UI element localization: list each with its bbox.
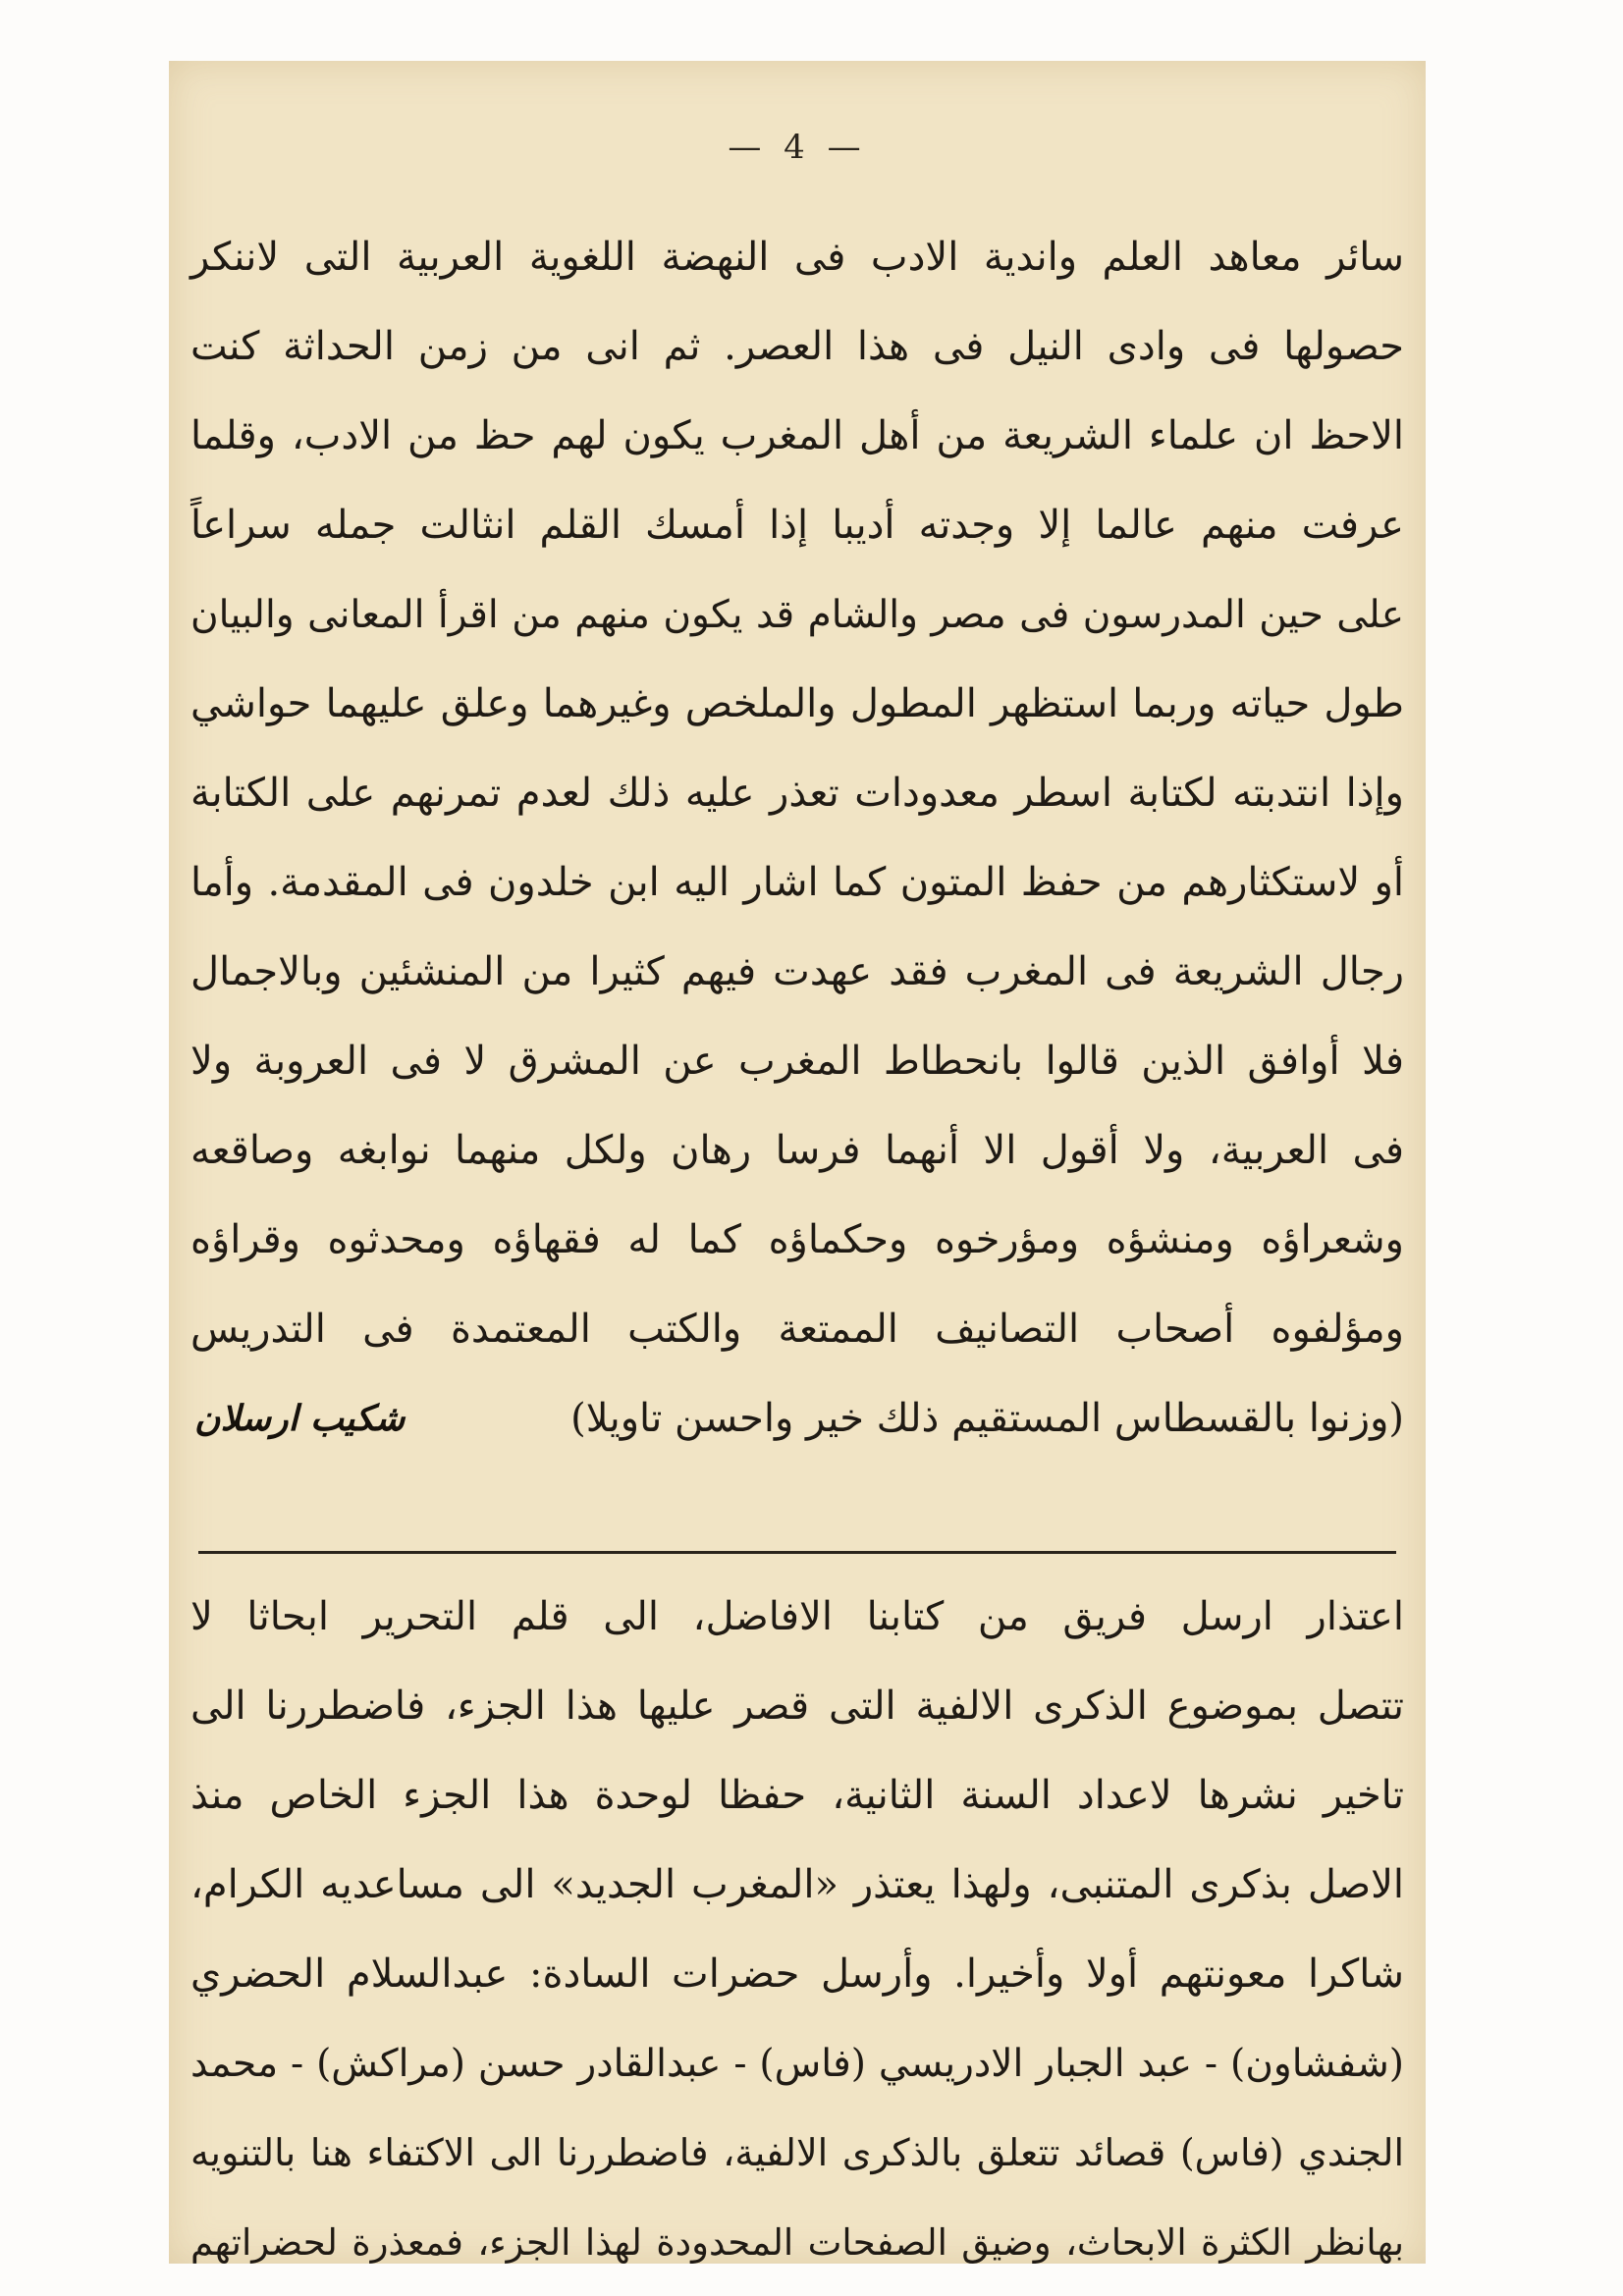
body-line: الاحظ ان علماء الشريعة من أهل المغرب يكون لهم حظ من الادب، وقلما — [190, 413, 1404, 458]
body-line: سائر معاهد العلم واندية الادب فى النهضة اللغوية العربية التى لاننكر — [190, 235, 1404, 280]
body-line: طول حياته وربما استظهر المطول والملخص وغيرهما وعلق عليهما حواشي — [190, 681, 1404, 726]
body-line: رجال الشريعة فى المغرب فقد عهدت فيهم كثيرا من المنشئين وبالاجمال — [190, 949, 1404, 994]
apology-notice — [190, 1573, 1404, 2287]
apology-line: الاصل بذكرى المتنبى، ولهذا يعتذر «المغرب الجديد» الى مساعديه الكرام، — [190, 1862, 1405, 1907]
scanned-page — [169, 61, 1426, 2264]
body-line: ومؤلفوه أصحاب التصانيف الممتعة والكتب المعتمدة فى التدريس — [190, 1307, 1404, 1352]
apology-line: اعتذار ارسل فريق من كتابنا الافاضل، الى قلم التحرير ابحاثا لا — [190, 1594, 1404, 1639]
body-line: فى العربية، ولا أقول الا أنهما فرسا رهان ولكل منهما نوابغه وصاقعه — [190, 1128, 1404, 1173]
apology-line: بهانظر الكثرة الابحاث، وضيق الصفحات المحدودة لهذا الجزء، فمعذرة لحضراتهم — [190, 2221, 1404, 2264]
closing-quote: (وزنوا بالقسطاس المستقيم ذلك خير واحسن تاويلا) — [570, 1396, 1404, 1441]
body-line: أو لاستكثارهم من حفظ المتون كما اشار اليه ابن خلدون فى المقدمة. وأما — [190, 860, 1404, 905]
page-number: — 4 — — [728, 128, 867, 167]
article-body — [190, 213, 1404, 1464]
body-line: فلا أوافق الذين قالوا بانحطاط المغرب عن المشرق لا فى العروبة ولا — [190, 1039, 1404, 1084]
apology-line: الجندي (فاس) قصائد تتعلق بالذكرى الالفية، فاضطررنا الى الاكتفاء هنا بالتنويه — [190, 2131, 1404, 2174]
apology-line: شاكرا معونتهم أولا وأخيرا. وأرسل حضرات السادة: عبدالسلام الحضري — [190, 1951, 1404, 1997]
body-line: وإذا انتدبته لكتابة اسطر معدودات تعذر عليه ذلك لعدم تمرنهم على الكتابة — [190, 771, 1404, 816]
apology-line: تاخير نشرها لاعداد السنة الثانية، حفظا لوحدة هذا الجزء الخاص منذ — [190, 1773, 1404, 1818]
body-line: وشعراؤه ومنشؤه ومؤرخوه وحكماؤه كما له فقهاؤه ومحدثوه وقراؤه — [190, 1217, 1404, 1262]
author-signature: شكيب ارسلان — [194, 1398, 406, 1439]
apology-line: تتصل بموضوع الذكرى الالفية التى قصر عليها هذا الجزء، فاضطررنا الى — [190, 1683, 1404, 1729]
body-line: على حين المدرسون فى مصر والشام قد يكون منهم من اقرأ المعانى والبيان — [190, 593, 1404, 637]
closing-line — [190, 1374, 1404, 1464]
body-line: عرفت منهم عالما إلا وجدته أديبا إذا أمسك القلم انثالت جمله سراعاً — [190, 503, 1404, 548]
apology-line: (شفشاون) - عبد الجبار الادريسي (فاس) - عبدالقادر حسن (مراكش) - محمد — [190, 2042, 1404, 2086]
body-line: حصولها فى وادى النيل فى هذا العصر. ثم انى من زمن الحداثة كنت — [190, 324, 1404, 369]
section-divider — [198, 1551, 1396, 1554]
